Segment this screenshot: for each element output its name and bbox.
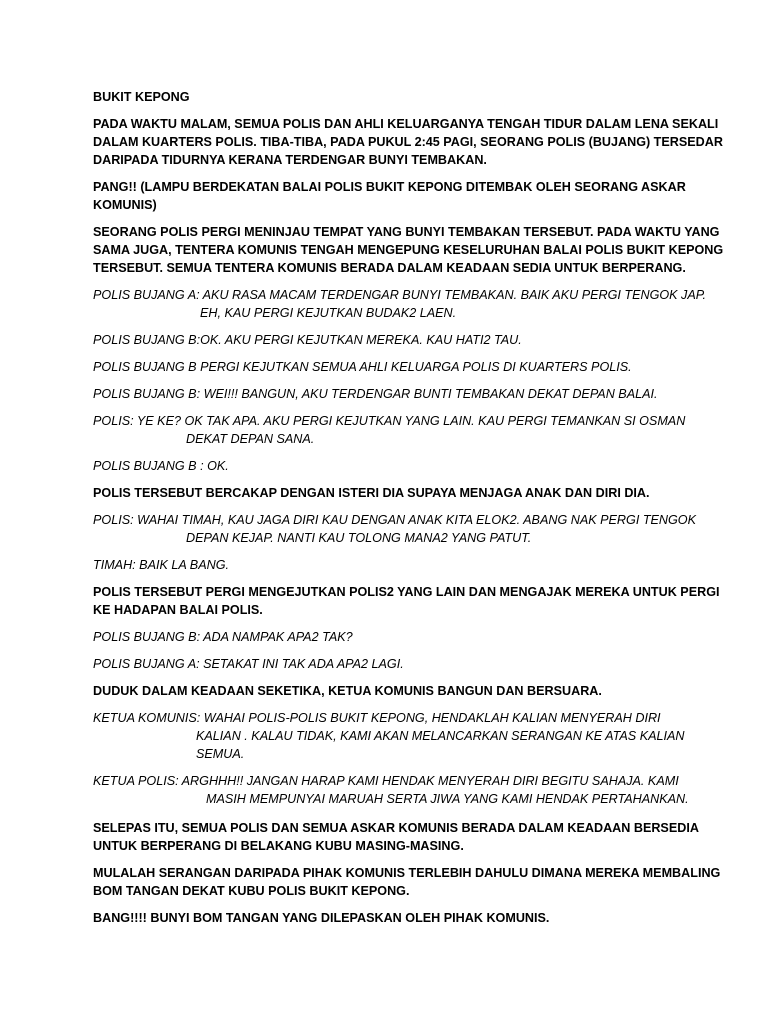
text-line: POLIS BUJANG B:OK. AKU PERGI KEJUTKAN MEREKA. KAU HATI2 TAU. (93, 333, 522, 347)
text-line: SEMUA. (196, 747, 245, 761)
text-line: KOMUNIS) (93, 198, 157, 212)
text-line: POLIS BUJANG B : OK. (93, 459, 229, 473)
text-line: TIMAH: BAIK LA BANG. (93, 558, 229, 572)
text-line: SAMA JUGA, TENTERA KOMUNIS TENGAH MENGEPUNG KESELURUHAN BALAI POLIS BUKIT KEPONG (93, 243, 724, 257)
text-line: POLIS: YE KE? OK TAK APA. AKU PERGI KEJUTKAN YANG LAIN. KAU PERGI TEMANKAN SI OSMAN (93, 414, 686, 428)
text-line: SELEPAS ITU, SEMUA POLIS DAN SEMUA ASKAR KOMUNIS BERADA DALAM KEADAAN BERSEDIA (93, 821, 699, 835)
text-line: MASIH MEMPUNYAI MARUAH SERTA JIWA YANG KAMI HENDAK PERTAHANKAN. (206, 792, 689, 806)
text-line: SEORANG POLIS PERGI MENINJAU TEMPAT YANG BUNYI TEMBAKAN TERSEBUT. PADA WAKTU YANG (93, 225, 720, 239)
text-line: PANG!! (LAMPU BERDEKATAN BALAI POLIS BUKIT KEPONG DITEMBAK OLEH SEORANG ASKAR (93, 180, 686, 194)
text-line: BOM TANGAN DEKAT KUBU POLIS BUKIT KEPONG. (93, 884, 410, 898)
text-line: BANG!!!! BUNYI BOM TANGAN YANG DILEPASKAN OLEH PIHAK KOMUNIS. (93, 911, 550, 925)
text-line: UNTUK BERPERANG DI BELAKANG KUBU MASING-MASING. (93, 839, 464, 853)
text-line: DUDUK DALAM KEADAAN SEKETIKA, KETUA KOMUNIS BANGUN DAN BERSUARA. (93, 684, 602, 698)
text-line: DALAM KUARTERS POLIS. TIBA-TIBA, PADA PUKUL 2:45 PAGI, SEORANG POLIS (BUJANG) TERSEDAR (93, 135, 723, 149)
text-line: PADA WAKTU MALAM, SEMUA POLIS DAN AHLI KELUARGANYA TENGAH TIDUR DALAM LENA SEKALI (93, 117, 719, 131)
text-line: POLIS BUJANG B: ADA NAMPAK APA2 TAK? (93, 630, 353, 644)
text-line: POLIS TERSEBUT BERCAKAP DENGAN ISTERI DIA SUPAYA MENJAGA ANAK DAN DIRI DIA. (93, 486, 650, 500)
text-line: POLIS BUJANG B: WEI!!! BANGUN, AKU TERDENGAR BUNTI TEMBAKAN DEKAT DEPAN BALAI. (93, 387, 658, 401)
text-line: KALIAN . KALAU TIDAK, KAMI AKAN MELANCARKAN SERANGAN KE ATAS KALIAN (196, 729, 685, 743)
document-title: BUKIT KEPONG (93, 90, 190, 104)
text-line: POLIS BUJANG A: AKU RASA MACAM TERDENGAR BUNYI TEMBAKAN. BAIK AKU PERGI TENGOK JAP. (93, 288, 707, 302)
text-line: TERSEBUT. SEMUA TENTERA KOMUNIS BERADA DALAM KEADAAN SEDIA UNTUK BERPERANG. (93, 261, 686, 275)
text-line: POLIS BUJANG A: SETAKAT INI TAK ADA APA2 LAGI. (93, 657, 404, 671)
text-line: EH, KAU PERGI KEJUTKAN BUDAK2 LAEN. (200, 306, 457, 320)
text-line: POLIS BUJANG B PERGI KEJUTKAN SEMUA AHLI KELUARGA POLIS DI KUARTERS POLIS. (93, 360, 632, 374)
text-line: KE HADAPAN BALAI POLIS. (93, 603, 263, 617)
text-line: DEKAT DEPAN SANA. (186, 432, 315, 446)
text-line: DARIPADA TIDURNYA KERANA TERDENGAR BUNYI TEMBAKAN. (93, 153, 487, 167)
text-line: KETUA POLIS: ARGHHH!! JANGAN HARAP KAMI HENDAK MENYERAH DIRI BEGITU SAHAJA. KAMI (93, 774, 679, 788)
text-line: KETUA KOMUNIS: WAHAI POLIS-POLIS BUKIT KEPONG, HENDAKLAH KALIAN MENYERAH DIRI (93, 711, 661, 725)
text-line: POLIS: WAHAI TIMAH, KAU JAGA DIRI KAU DENGAN ANAK KITA ELOK2. ABANG NAK PERGI TENGOK (93, 513, 696, 527)
text-line: MULALAH SERANGAN DARIPADA PIHAK KOMUNIS TERLEBIH DAHULU DIMANA MEREKA MEMBALING (93, 866, 721, 880)
text-line: POLIS TERSEBUT PERGI MENGEJUTKAN POLIS2 YANG LAIN DAN MENGAJAK MEREKA UNTUK PERGI (93, 585, 720, 599)
text-line: DEPAN KEJAP. NANTI KAU TOLONG MANA2 YANG PATUT. (186, 531, 532, 545)
